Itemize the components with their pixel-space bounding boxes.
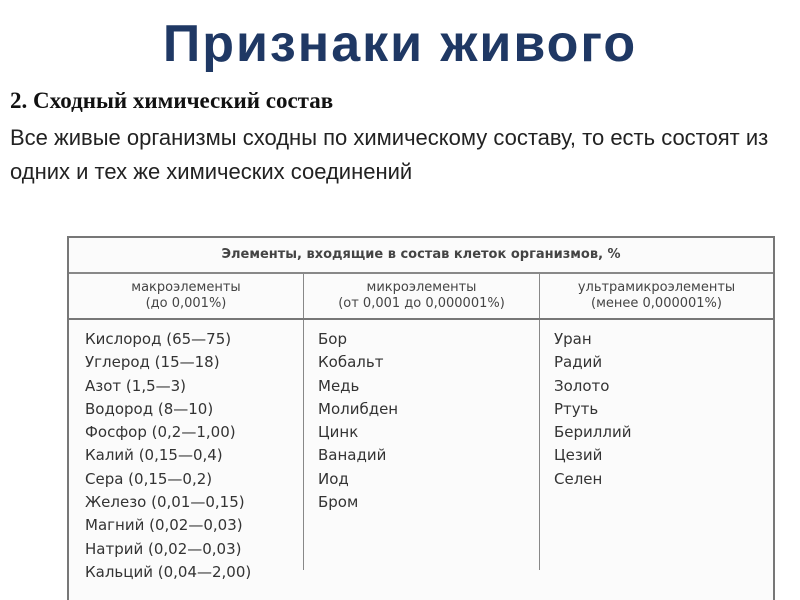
element-item: Бор xyxy=(318,330,347,348)
table-caption: Элементы, входящие в состав клеток организмов, % xyxy=(69,238,773,274)
element-item: Ванадий xyxy=(318,446,387,465)
element-item: Иод xyxy=(318,469,349,488)
table-body xyxy=(69,320,773,581)
element-item: Цезий xyxy=(554,446,603,465)
column-ultra xyxy=(540,320,773,570)
element-item: Фосфор (0,2—1,00) xyxy=(85,423,236,442)
element-item: Кальций (0,04—2,00) xyxy=(85,562,252,581)
element-item: Углерод (15—18) xyxy=(85,353,220,372)
element-item: Ртуть xyxy=(554,399,599,418)
column-header-range: (до 0,001%) xyxy=(145,296,227,311)
element-item: Кобальт xyxy=(318,353,384,372)
column-header-name: ультрамикроэлементы xyxy=(577,280,736,295)
elements-table xyxy=(67,236,775,600)
page-title: Признаки живого xyxy=(162,15,638,73)
column-header-range: (от 0,001 до 0,000001%) xyxy=(338,296,505,311)
column-header-micro xyxy=(304,274,540,318)
element-item: Сера (0,15—0,2) xyxy=(85,469,213,488)
element-item: Магний (0,02—0,03) xyxy=(85,516,243,535)
element-item: Уран xyxy=(554,330,592,348)
element-item: Кислород (65—75) xyxy=(85,330,232,348)
element-item: Селен xyxy=(554,469,603,488)
column-macro xyxy=(69,320,304,581)
column-header-range: (менее 0,000001%) xyxy=(591,296,722,311)
element-item: Цинк xyxy=(318,423,359,442)
element-item: Бериллий xyxy=(554,423,632,442)
section-heading: 2. Сходный химический состав xyxy=(10,88,334,113)
element-item: Медь xyxy=(318,376,360,395)
element-item: Железо (0,01—0,15) xyxy=(85,493,245,512)
element-item: Азот (1,5—3) xyxy=(85,376,187,395)
column-header-macro xyxy=(69,274,304,318)
table-header-row xyxy=(69,274,773,320)
column-header-name: микроэлементы xyxy=(366,280,477,295)
column-micro xyxy=(304,320,540,570)
element-item: Водород (8—10) xyxy=(85,399,214,418)
element-item: Бром xyxy=(318,493,359,512)
element-item: Натрий (0,02—0,03) xyxy=(85,539,242,558)
element-item: Радий xyxy=(554,353,603,372)
element-item: Молибден xyxy=(318,399,399,418)
element-item: Золото xyxy=(554,376,610,395)
element-item: Калий (0,15—0,4) xyxy=(85,446,223,465)
body-paragraph: Все живые организмы сходны по химическому составу, то есть состоят из одних и тех же химических соединений xyxy=(10,125,769,184)
column-header-ultra xyxy=(540,274,773,318)
column-header-name: макроэлементы xyxy=(131,280,241,295)
